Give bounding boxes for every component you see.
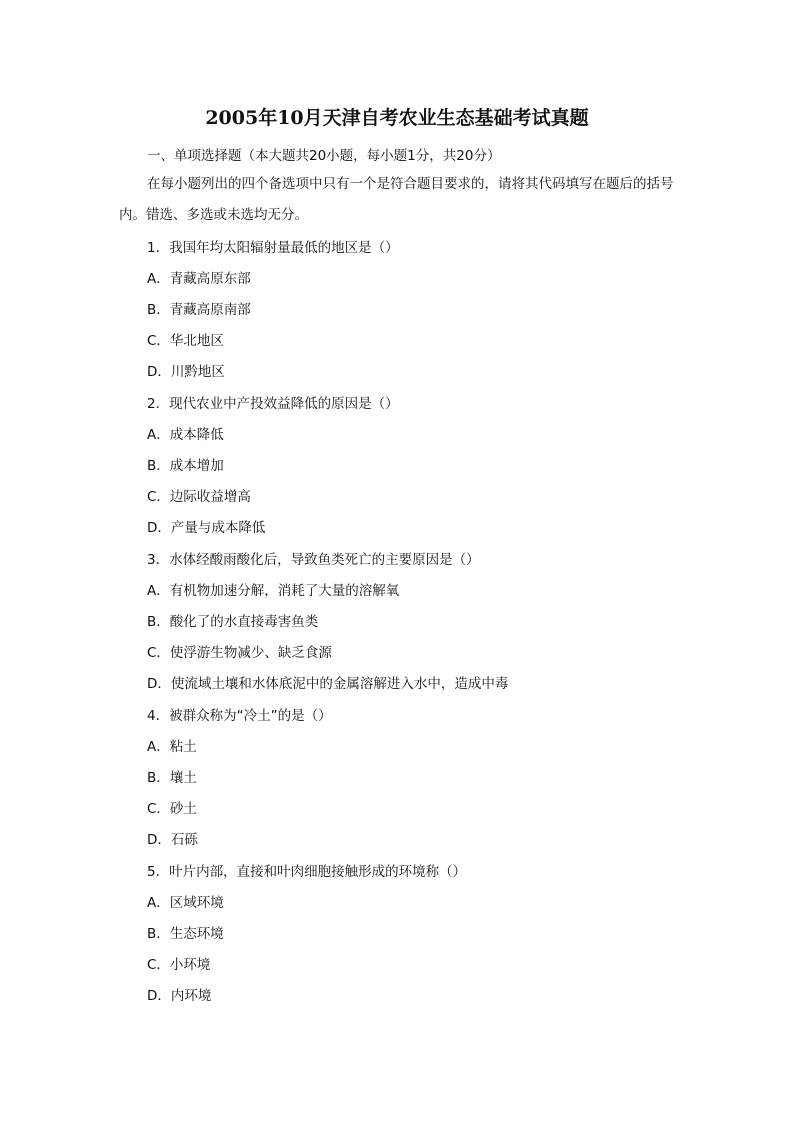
- answer-option: B．青藏高原南部: [147, 302, 251, 318]
- answer-option: A．区域环境: [147, 895, 224, 911]
- answer-option: D．产量与成本降低: [147, 520, 266, 536]
- answer-option: A．成本降低: [147, 427, 224, 443]
- answer-option: C．小环境: [147, 957, 211, 973]
- answer-option: C．边际收益增高: [147, 489, 251, 505]
- answer-option: C．砂土: [147, 801, 197, 817]
- answer-option: B．生态环境: [147, 926, 224, 942]
- question-stem: 5．叶片内部，直接和叶肉细胞接触形成的环境称（）: [147, 864, 467, 880]
- answer-option: A．有机物加速分解，消耗了大量的溶解氧: [147, 583, 400, 599]
- answer-option: A．粘土: [147, 739, 197, 755]
- answer-option: D．内环境: [147, 988, 212, 1004]
- question-stem: 3．水体经酸雨酸化后，导致鱼类死亡的主要原因是（）: [147, 552, 480, 568]
- instruction-text: 在每小题列出的四个备选项中只有一个是符合题目要求的，请将其代码填写在题后的括号内。错选、多选或未选均无分。: [119, 176, 674, 223]
- answer-option: B．酸化了的水直接毒害鱼类: [147, 614, 319, 630]
- answer-option: C．使浮游生物减少、缺乏食源: [147, 645, 332, 661]
- answer-option: B．成本增加: [147, 458, 224, 474]
- question-stem: 4．被群众称为“冷土”的是（）: [147, 708, 332, 724]
- answer-option: B．壤土: [147, 770, 197, 786]
- section-heading: 一、单项选择题（本大题共20小题，每小题1分，共20分）: [147, 148, 501, 164]
- question-stem: 1．我国年均太阳辐射量最低的地区是（）: [147, 240, 399, 256]
- page-title: 2005年10月天津自考农业生态基础考试真题: [205, 107, 589, 129]
- answer-option: D．石砾: [147, 832, 198, 848]
- question-stem: 2．现代农业中产投效益降低的原因是（）: [147, 396, 399, 412]
- answer-option: D．使流域土壤和水体底泥中的金属溶解进入水中，造成中毒: [147, 676, 509, 692]
- answer-option: D．川黔地区: [147, 364, 225, 380]
- answer-option: C．华北地区: [147, 333, 224, 349]
- answer-option: A．青藏高原东部: [147, 271, 251, 287]
